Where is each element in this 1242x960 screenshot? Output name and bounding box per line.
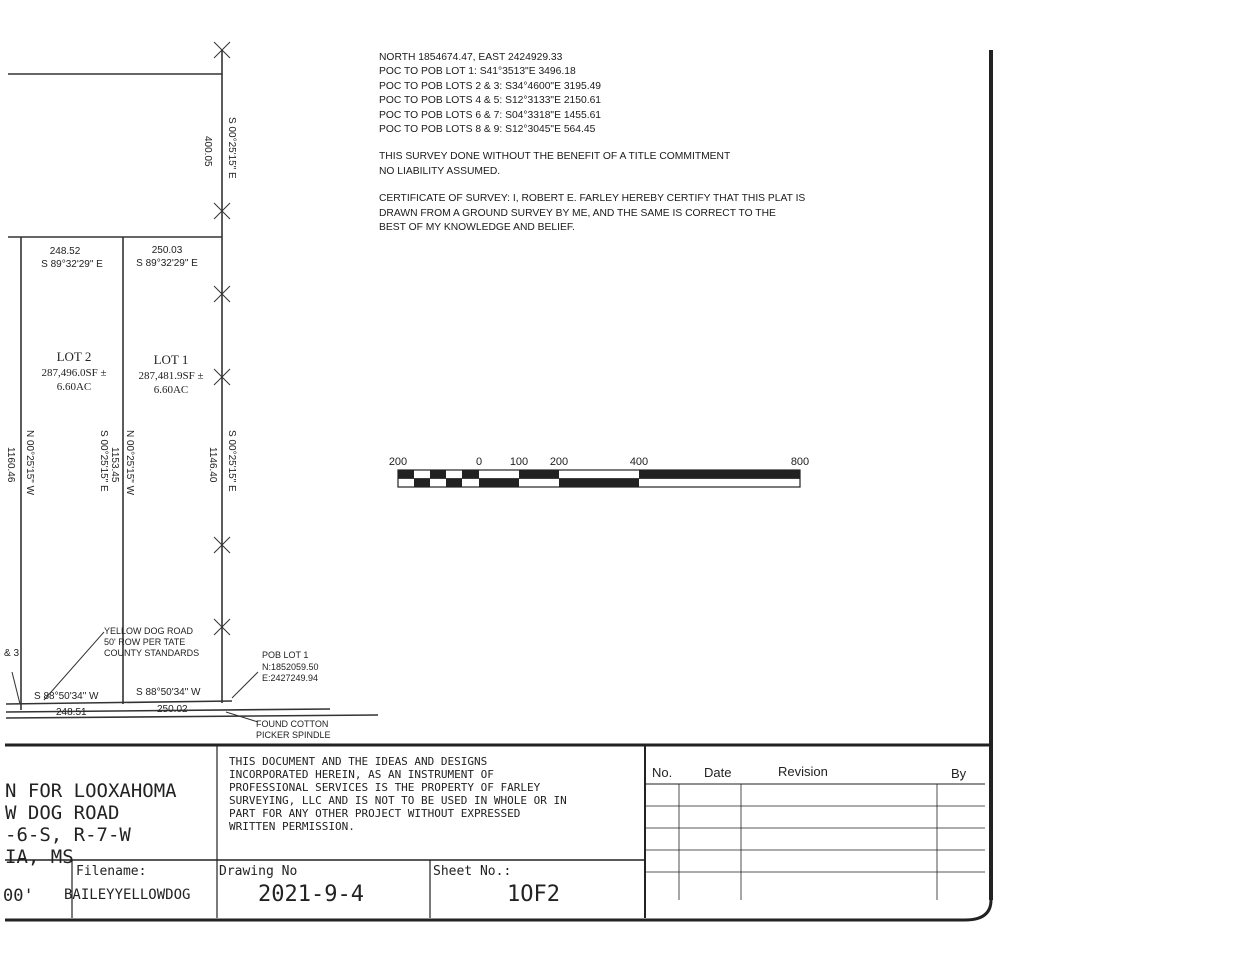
lot2-area-ac: 6.60AC (56, 381, 92, 393)
revision-header-revision: Revision (778, 764, 828, 779)
sheet-value: 1OF2 (507, 882, 560, 907)
ownership-line: PROFESSIONAL SERVICES IS THE PROPERTY OF FARLEY (229, 781, 541, 794)
scale-label: 800 (790, 456, 810, 468)
filename-value: BAILEYYELLOWDOG (64, 887, 191, 903)
west-distance: 1160.46 (5, 447, 16, 483)
lot2-name: LOT 2 (56, 349, 92, 364)
note-line: POC TO POB LOTS 2 & 3: S34°4600"E 3195.49 (379, 80, 602, 92)
project-line-2: W DOG ROAD (5, 802, 120, 824)
drawing-no-value: 2021-9-4 (258, 882, 364, 907)
ownership-line: SURVEYING, LLC AND IS NOT TO BE USED IN WHOLE OR IN (229, 794, 567, 807)
disclaimer-line: THIS SURVEY DONE WITHOUT THE BENEFIT OF A TITLE COMMITMENT (379, 151, 731, 163)
note-line: POC TO POB LOTS 4 & 5: S12°3133"E 2150.61 (379, 95, 602, 107)
pob-easting: E:2427249.94 (262, 673, 319, 683)
certificate-line: DRAWN FROM A GROUND SURVEY BY ME, AND THE SAME IS CORRECT TO THE (379, 207, 776, 219)
lot2-top-distance: 248.52 (49, 246, 81, 257)
sheet-label: Sheet No.: (433, 864, 512, 879)
certificate-line: BEST OF MY KNOWLEDGE AND BELIEF. (379, 222, 575, 234)
mid-bearing-s: S 00°25'15" E (98, 430, 109, 492)
drawing-no-label: Drawing No (219, 864, 298, 879)
lot3-label: & 3 (4, 648, 20, 659)
east-upper-distance: 400.05 (202, 136, 213, 167)
lot1-area-ac: 6.60AC (153, 384, 189, 396)
east-lower-distance: 1146.40 (207, 447, 218, 483)
scale-label: 200 (549, 456, 569, 468)
scale-bar (389, 456, 809, 487)
ownership-line: PART FOR ANY OTHER PROJECT WITHOUT EXPRESSED (229, 807, 521, 820)
ownership-line: WRITTEN PERMISSION. (229, 820, 355, 833)
scale-label: 200 (388, 456, 408, 468)
scale-label: 100 (509, 456, 529, 468)
project-line-3: -6-S, R-7-W (5, 824, 131, 846)
scale-label: 0 (475, 456, 483, 468)
found-line-2: PICKER SPINDLE (256, 730, 331, 740)
found-line-1: FOUND COTTON (256, 719, 329, 729)
note-line: POC TO POB LOTS 6 & 7: S04°3318"E 1455.61 (379, 109, 602, 121)
note-line: NORTH 1854674.47, EAST 2424929.33 (379, 52, 563, 63)
revision-header-date: Date (704, 765, 732, 780)
lot1-top-distance: 250.03 (151, 245, 183, 256)
project-line-4: IA, MS (5, 846, 74, 868)
sheet-border-bottom (5, 900, 991, 920)
note-line: POC TO POB LOT 1: S41°3513"E 3496.18 (379, 66, 576, 78)
ownership-line: THIS DOCUMENT AND THE IDEAS AND DESIGNS (229, 755, 488, 768)
road-line-1: YELLOW DOG ROAD (104, 626, 194, 636)
pob-northing: N:1852059.50 (262, 662, 319, 672)
road-line-2: 50' ROW PER TATE (104, 637, 186, 647)
lot2-top-bearing: S 89°32'29" E (41, 259, 103, 270)
lot1-bottom-bearing: S 88°50'34" W (136, 687, 201, 698)
note-line: POC TO POB LOTS 8 & 9: S12°3045"E 564.45 (379, 124, 596, 136)
filename-label: Filename: (76, 864, 147, 879)
lot2-bottom-distance: 248.51 (56, 707, 87, 718)
certificate-line: CERTIFICATE OF SURVEY: I, ROBERT E. FARLEY HEREBY CERTIFY THAT THIS PLAT IS (379, 193, 806, 205)
lot2-area-sf: 287,496.0SF ± (41, 367, 107, 379)
east-upper-bearing: S 00°25'15" E (226, 117, 237, 179)
east-lower-bearing: S 00°25'15" E (226, 430, 237, 492)
lot2-bottom-bearing: S 88°50'34" W (34, 691, 99, 702)
disclaimer-line: NO LIABILITY ASSUMED. (379, 165, 501, 177)
lot1-area-sf: 287,481.9SF ± (138, 370, 204, 382)
pob-label: POB LOT 1 (262, 650, 309, 660)
lot1-top-bearing: S 89°32'29" E (136, 258, 198, 269)
lot1-bottom-distance: 250.02 (157, 704, 188, 715)
west-bearing: N 00°25'15" W (24, 430, 35, 496)
scale-fragment: 00' (3, 886, 34, 906)
mid-bearing-n: N 00°25'15" W (124, 430, 135, 496)
mid-distance: 1153.45 (109, 447, 120, 483)
lot1-name: LOT 1 (153, 352, 189, 367)
revision-header-by: By (951, 766, 967, 781)
ownership-line: INCORPORATED HEREIN, AS AN INSTRUMENT OF (229, 768, 494, 781)
project-line-1: N FOR LOOXAHOMA (5, 780, 177, 802)
road-line-3: COUNTY STANDARDS (104, 648, 200, 658)
scale-label: 400 (629, 456, 649, 468)
revision-header-no: No. (652, 765, 673, 780)
